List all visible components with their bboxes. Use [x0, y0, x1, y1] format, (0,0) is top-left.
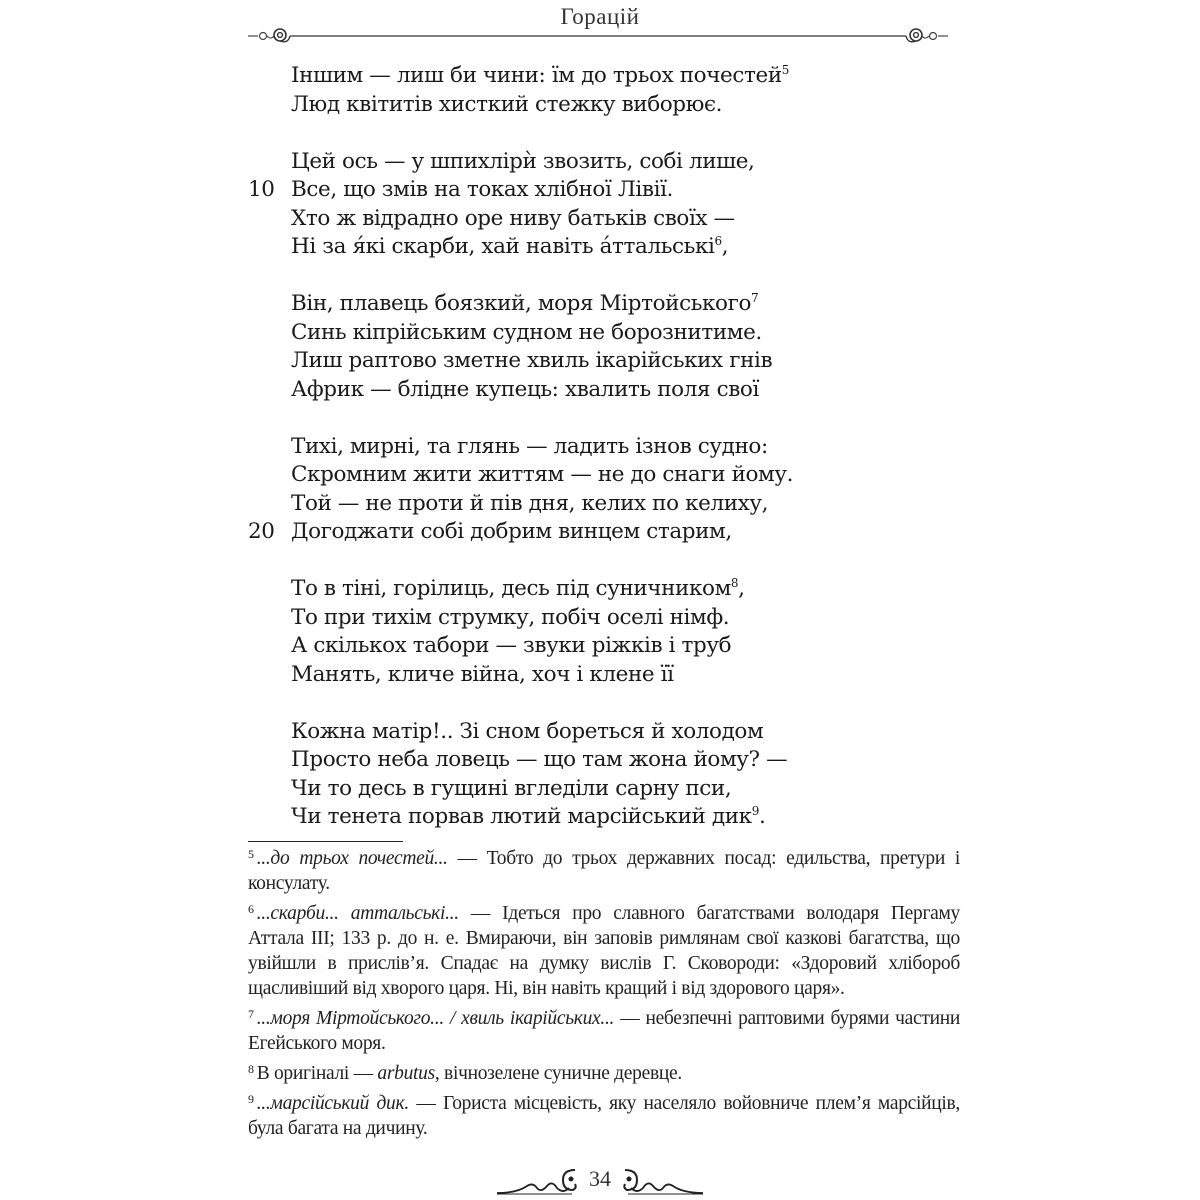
- poem-line-text: Манять, кличе війна, хоч і клене її: [291, 661, 674, 687]
- footnote-number: 6: [248, 902, 254, 916]
- header-ornamental-rule: [248, 24, 948, 48]
- footnote-number: 7: [248, 1007, 254, 1021]
- poem-line: [291, 62, 789, 90]
- footnote-ref[interactable]: 5: [781, 63, 790, 77]
- footnote-lemma: ...марсійський дик.: [256, 1093, 409, 1114]
- line-number: 10: [248, 177, 275, 202]
- poem-line: [291, 461, 793, 489]
- poem-line-text: Скромним жити життям — не до снаги йому.: [291, 462, 794, 487]
- footnote-text: — Гориста місцевість, яку населяло войовниче плем’я марсійців, була багата на дичину.: [248, 1093, 960, 1139]
- footnotes: [248, 846, 960, 1146]
- poem-line: [291, 347, 772, 375]
- footnote-ref[interactable]: 8: [730, 576, 739, 590]
- poem-line: [291, 803, 765, 831]
- footnote-lemma: ...моря Міртойського... / хвиль ікарійських...: [256, 1008, 615, 1029]
- poem-line: [291, 718, 763, 746]
- running-head-title: Горацій: [560, 4, 640, 29]
- line-number: 20: [248, 519, 275, 544]
- poem-line: [291, 490, 768, 518]
- poem-line-text: Просто неба ловець — що там жона йому? —: [291, 747, 788, 772]
- poem-line: [291, 176, 673, 204]
- poem-line-text: Цей ось — у шпихлірѝ звозить, собі лише,: [291, 148, 755, 174]
- footnote-ref[interactable]: 6: [714, 234, 722, 248]
- page-number: 34: [589, 1166, 611, 1191]
- footnote-number: 9: [248, 1092, 254, 1106]
- poem-line: [291, 604, 729, 632]
- poem-line-text: Все, що змів на токах хлібної Лівії.: [291, 177, 673, 202]
- poem-line-punct: .: [758, 804, 766, 829]
- footnote-lemma: arbutus: [377, 1063, 435, 1084]
- poem-line-text: Ні за я́кі скарби, хай навіть а́ттальські: [291, 234, 715, 259]
- poem-line-text: То в тіні, горілиць, десь під суничником: [291, 576, 731, 601]
- poem-line-text: Африк — блідне купець: хвалить поля свої: [291, 376, 759, 402]
- poem-line-text: Лиш раптово зметне хвиль ікарійських гнів: [291, 348, 773, 373]
- poem-line: [291, 632, 731, 660]
- poem-line-text: Чи тенета порвав лютий марсійський дик: [291, 804, 752, 829]
- footnote-number: 5: [248, 847, 254, 861]
- poem-line-text: Хто ж відрадно оре ниву батьків своїх —: [291, 205, 735, 231]
- poem-line-punct: ,: [721, 234, 729, 259]
- poem-line-text: То при тихім струмку, побіч оселі німф.: [291, 604, 730, 630]
- poem-line: [291, 205, 735, 233]
- footnote-text: — Тобто до трьох державних посад: едильства, претури і консулату.: [248, 848, 960, 894]
- poem-line-text: Той — не проти й пів дня, келих по келиху,: [291, 490, 769, 516]
- footnote-item: [248, 1091, 960, 1141]
- footnote-item: [248, 1061, 960, 1086]
- footnote-separator: [248, 841, 403, 842]
- footnote-number: 8: [248, 1062, 254, 1076]
- poem-line: [291, 433, 768, 461]
- footnote-item: [248, 901, 960, 1001]
- footnote-item: [248, 846, 960, 896]
- poem-line-text: Кожна матір!.. Зі сном бореться й холодом: [291, 718, 764, 744]
- footnote-text: — небезпечні раптовими бурями частини Егейського моря.: [248, 1008, 960, 1054]
- poem-line: [291, 376, 759, 404]
- poem-line: [291, 518, 732, 546]
- poem-line: [291, 775, 731, 803]
- poem-line-text: Він, плавець боязкий, моря Міртойського: [291, 291, 752, 316]
- poem-line-text: Люд квітитів хисткий стежку виборює.: [291, 91, 723, 117]
- footnote-lemma: ...до трьох почестей...: [256, 848, 448, 869]
- scroll-flourish-icon: [906, 29, 948, 42]
- poem-line: [291, 746, 787, 774]
- poem-line-text: Тихі, мирні, та глянь — ладить ізнов судно:: [291, 433, 768, 459]
- scroll-flourish-icon: [248, 29, 290, 42]
- footnote-prefix: В оригіналі —: [256, 1063, 378, 1084]
- poem-line: [291, 661, 674, 689]
- poem-line: [291, 575, 745, 603]
- poem-line-text: Синь кіпрійським судном не борознитиме.: [291, 319, 762, 345]
- poem-line: [291, 91, 722, 119]
- poem-line: [291, 319, 762, 347]
- poem-line: [291, 233, 728, 261]
- footnote-ref[interactable]: 9: [751, 804, 759, 818]
- footnote-item: [248, 1006, 960, 1056]
- footnote-lemma: ...скарби... аттальські...: [256, 903, 459, 924]
- poem-line-text: Чи то десь в гущині вгледіли сарну пси,: [291, 775, 732, 801]
- poem-line: [291, 290, 758, 318]
- poem-line-text: Іншим — лиш би чини: їм до трьох почестей: [291, 63, 782, 88]
- poem-line-punct: ,: [738, 576, 745, 601]
- curl-ornament-icon: [623, 1166, 703, 1196]
- footnote-text: — Ідеться про славного багатствами володаря Пергаму Аттала ІІІ; 133 р. до н. е. Вмираючи, він заповів римлянам свої казкові багатства, що увійшли в прислів’я. Спадає на думку вислів Г. Сковороди: «Здоровий хлібороб щасливіший від хворого царя. Ні, він навіть кращий і від здорового царя».: [248, 903, 960, 999]
- footnote-text: , вічнозелене суничне деревце.: [434, 1063, 682, 1084]
- poem-line-text: А скількох табори — звуки ріжків і труб: [291, 633, 732, 658]
- poem-line: [291, 148, 755, 176]
- poem-line-text: Догоджати собі добрим винцем старим,: [291, 519, 732, 544]
- footnote-ref[interactable]: 7: [751, 291, 759, 305]
